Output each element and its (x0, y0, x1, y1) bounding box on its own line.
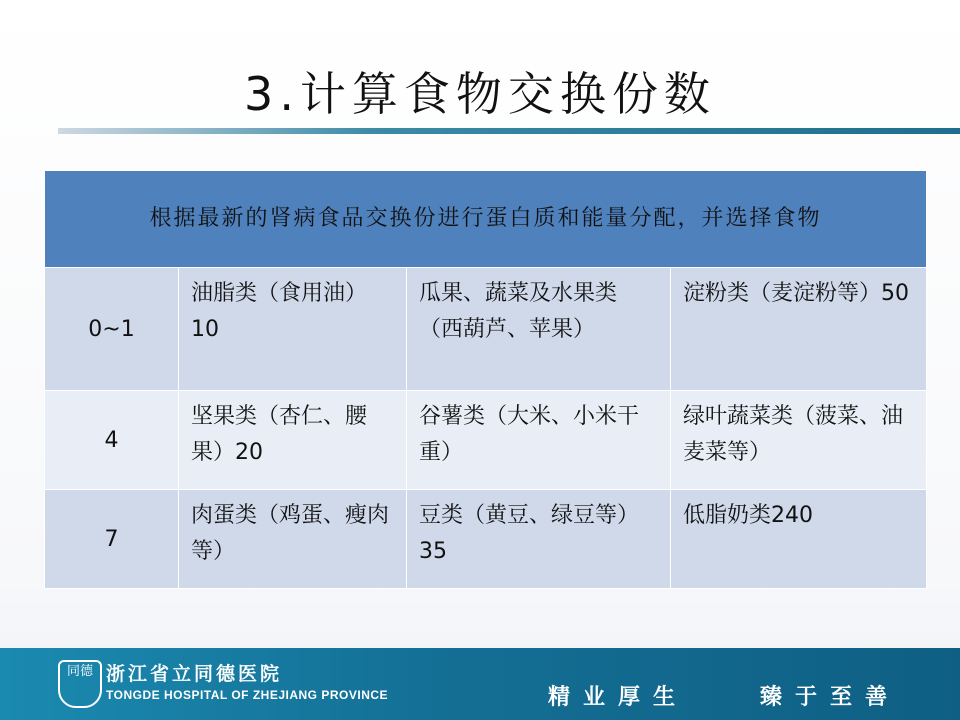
food-cell: 肉蛋类（鸡蛋、瘦肉等） (179, 490, 407, 589)
page-title: 3.计算食物交换份数 (244, 67, 716, 121)
food-cell: 豆类（黄豆、绿豆等）35 (407, 490, 671, 589)
exchange-number: 0~1 (45, 268, 179, 391)
table-row (45, 268, 927, 391)
title-divider (58, 128, 960, 134)
food-cell: 瓜果、蔬菜及水果类（西葫芦、苹果） (407, 268, 671, 391)
motto-left: 精业厚生 (548, 684, 689, 710)
hospital-name-cn: 浙江省立同德医院 (106, 663, 283, 685)
hospital-name-en: TONGDE HOSPITAL OF ZHEJIANG PROVINCE (106, 688, 389, 702)
logo-text: 同德 (66, 664, 93, 679)
motto-right: 臻于至善 (760, 684, 901, 710)
exchange-number: 4 (45, 391, 179, 490)
food-cell: 低脂奶类240 (671, 490, 927, 589)
hospital-logo (58, 660, 102, 708)
table-row (45, 391, 927, 490)
food-cell: 淀粉类（麦淀粉等）50 (671, 268, 927, 391)
table-header-cell: 根据最新的肾病食品交换份进行蛋白质和能量分配，并选择食物 (45, 171, 927, 268)
table-row (45, 490, 927, 589)
food-cell: 绿叶蔬菜类（菠菜、油麦菜等） (671, 391, 927, 490)
food-cell: 坚果类（杏仁、腰果）20 (179, 391, 407, 490)
food-cell: 谷薯类（大米、小米干重） (407, 391, 671, 490)
food-cell: 油脂类（食用油）10 (179, 268, 407, 391)
table-header-row (45, 171, 927, 268)
food-exchange-table (44, 170, 927, 589)
exchange-number: 7 (45, 490, 179, 589)
